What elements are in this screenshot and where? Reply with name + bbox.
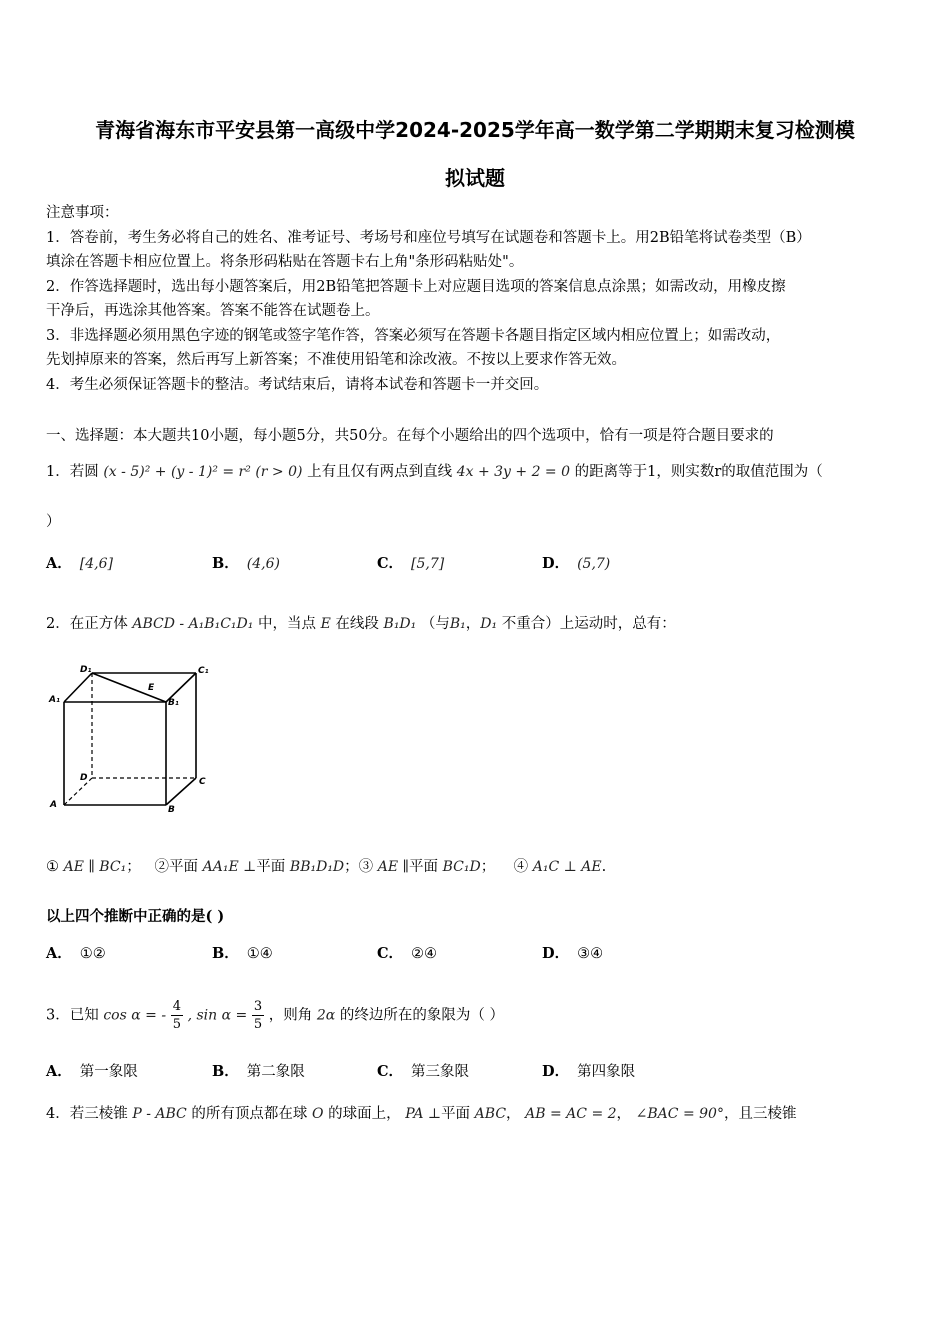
- q4-pyramid: P - ABC: [132, 1106, 187, 1122]
- q2-text-2: 在线段: [335, 616, 379, 632]
- q2-point-e: E: [320, 616, 331, 632]
- q2-statements: [46, 857, 906, 877]
- option-label: D．: [542, 945, 570, 962]
- q3-sin-fraction: [252, 998, 264, 1033]
- option-value: ①④: [246, 946, 273, 962]
- edge-a1-d1: [64, 673, 92, 702]
- statement-1-number: ①: [46, 859, 59, 875]
- q2-option-d: [542, 942, 603, 963]
- statement-2-plane-a: AA₁E ⊥: [202, 859, 257, 875]
- statement-2-plane-b: BB₁D₁D: [289, 859, 345, 875]
- option-label: C．: [377, 1063, 404, 1080]
- q1-option-d: [542, 552, 610, 573]
- q4-comma-2: ，: [616, 1106, 632, 1122]
- option-value: 第二象限: [246, 1064, 305, 1080]
- label-c: C: [199, 777, 206, 787]
- statement-4-number: ④: [513, 859, 529, 875]
- q3-option-d: [542, 1060, 635, 1081]
- page-title-line2: 拟试题: [445, 166, 505, 190]
- note-line-5: 3．非选择题必须用黑色字迹的钢笔或签字笔作答，答案必须写在答题卡各题目指定区域内相应位置上；如需改动，: [46, 328, 781, 344]
- q3-text-1: ，则角: [268, 1007, 313, 1024]
- note-line-6: 先划掉原来的答案，然后再写上新答案；不准使用铅笔和涂改液。不按以上要求作答无效。: [46, 352, 626, 368]
- q3-cos: cos α = -: [103, 1007, 167, 1024]
- option-label: B．: [212, 555, 239, 572]
- question-4: [46, 1104, 906, 1124]
- option-label: A．: [46, 555, 72, 572]
- q2-option-b: [212, 942, 273, 963]
- option-value: (5,7): [577, 556, 611, 572]
- label-d: D: [80, 773, 88, 783]
- label-c1: C₁: [198, 666, 209, 676]
- q3-option-b: [212, 1060, 305, 1081]
- q2-d1: D₁: [480, 616, 498, 632]
- q2-segment: B₁D₁: [383, 616, 417, 632]
- q1-line-equation: 4x + 3y + 2 = 0: [456, 464, 571, 480]
- fraction-numerator: 3: [253, 999, 263, 1014]
- q2-number: 2．在正方体: [46, 616, 128, 632]
- statement-3-plane: BC₁D: [442, 859, 481, 875]
- q2-comma: ，: [465, 616, 481, 632]
- statement-1: AE ∥ BC₁: [63, 859, 127, 875]
- q4-plane-abc: ABC: [474, 1106, 507, 1122]
- q2-b1: B₁: [449, 616, 466, 632]
- label-e: E: [148, 683, 155, 693]
- q3-option-c: [377, 1060, 469, 1081]
- q4-text-2: 的球面上，: [328, 1106, 401, 1122]
- q4-sphere-o: O: [311, 1106, 324, 1122]
- option-value: ②④: [411, 946, 438, 962]
- q4-text-1: 的所有顶点都在球: [191, 1106, 308, 1122]
- edge-a-d: [64, 778, 92, 805]
- statement-2-mid: 平面: [256, 859, 286, 875]
- option-label: A．: [46, 945, 72, 962]
- q3-option-a: [46, 1060, 138, 1081]
- label-d1: D₁: [80, 665, 92, 675]
- label-b1: B₁: [168, 698, 179, 708]
- q2-text-4: 不重合）上运动时，总有：: [501, 616, 676, 632]
- label-a1: A₁: [49, 695, 60, 705]
- q1-number: 1．若圆: [46, 464, 99, 480]
- option-value: 第三象限: [411, 1064, 470, 1080]
- q4-comma-1: ，: [506, 1106, 521, 1122]
- q1-option-a: [46, 552, 113, 573]
- option-label: C．: [377, 945, 404, 962]
- q2-text-1: 中，当点: [257, 616, 316, 632]
- q2-option-a: [46, 942, 106, 963]
- note-line-2: 填涂在答题卡相应位置上。将条形码粘贴在答题卡右上角"条形码粘贴处"。: [46, 254, 524, 270]
- statement-3-mid: 平面: [409, 859, 439, 875]
- q1-option-b: [212, 552, 280, 573]
- option-value: [5,7]: [411, 556, 445, 572]
- statement-3-number: ；③: [344, 859, 374, 875]
- label-a: A: [50, 800, 57, 810]
- cube-figure: [44, 660, 224, 820]
- label-b: B: [168, 805, 175, 815]
- q3-number: 3．已知: [46, 1007, 99, 1024]
- q1-text-mid: 上有且仅有两点到直线: [307, 464, 453, 480]
- question-3: [46, 998, 906, 1033]
- option-label: D．: [542, 1063, 570, 1080]
- q1-close-paren: ）: [46, 514, 61, 530]
- note-line-1: 1．答卷前，考生务必将自己的姓名、准考证号、考场号和座位号填写在试题卷和答题卡上。用2B铅笔将试卷类型（B）: [46, 230, 811, 246]
- option-value: [4,6]: [79, 556, 113, 572]
- option-value: 第四象限: [577, 1064, 636, 1080]
- q3-cos-fraction: [171, 998, 183, 1033]
- option-label: C．: [377, 555, 404, 572]
- option-value: ①②: [79, 946, 106, 962]
- question-2: [46, 614, 906, 634]
- q2-option-c: [377, 942, 437, 963]
- fraction-denominator: 5: [172, 1017, 181, 1032]
- statement-2-number: ②平面: [154, 859, 199, 875]
- statement-sep: ；: [126, 859, 141, 875]
- section-heading: 一、选择题：本大题共10小题，每小题5分，共50分。在每个小题给出的四个选项中，恰有一项是符合题目要求的: [46, 428, 774, 444]
- q2-question: 以上四个推断中正确的是( ): [46, 908, 225, 925]
- q1-circle-equation: (x - 5)² + (y - 1)² = r² (r > 0): [103, 464, 303, 480]
- fraction-numerator: 4: [172, 999, 181, 1014]
- q3-angle: 2α: [316, 1007, 336, 1024]
- q1-text-tail: 的距离等于1，则实数r的取值范围为（: [574, 464, 823, 480]
- q3-sin: , sin α =: [187, 1007, 248, 1024]
- question-1: [46, 462, 906, 482]
- fraction-denominator: 5: [253, 1017, 263, 1032]
- segment-d1-b1: [92, 673, 166, 702]
- q4-pa-perp: PA ⊥: [405, 1106, 442, 1122]
- q4-lengths: AB = AC = 2: [525, 1106, 617, 1122]
- option-value: 第一象限: [79, 1064, 138, 1080]
- note-line-7: 4．考生必须保证答题卡的整洁。考试结束后，请将本试卷和答题卡一并交回。: [46, 377, 549, 393]
- q4-text-4: ，且三棱锥: [723, 1106, 797, 1122]
- statement-3: AE ∥: [377, 859, 410, 875]
- option-value: (4,6): [246, 556, 280, 572]
- note-line-3: 2．作答选择题时，选出每小题答案后，用2B铅笔把答题卡上对应题目选项的答案信息点涂黑；如需改动，用橡皮擦: [46, 279, 786, 295]
- page-title-line1: 青海省海东市平安县第一高级中学2024-2025学年高一数学第二学期期末复习检测模: [95, 118, 855, 142]
- option-label: B．: [212, 1063, 239, 1080]
- option-label: A．: [46, 1063, 72, 1080]
- statement-4-end: .: [601, 859, 607, 875]
- q1-option-c: [377, 552, 444, 573]
- option-value: ③④: [577, 946, 604, 962]
- q4-number: 4．若三棱锥: [46, 1106, 128, 1122]
- q4-text-3: 平面: [441, 1106, 471, 1122]
- edge-b-c: [166, 778, 196, 805]
- statement-4: A₁C ⊥ AE: [532, 859, 602, 875]
- notes-heading: 注意事项：: [46, 205, 119, 221]
- q4-angle: ∠BAC = 90°: [635, 1106, 724, 1122]
- note-line-4: 干净后，再选涂其他答案。答案不能答在试题卷上。: [46, 303, 380, 319]
- q3-text-2: 的终边所在的象限为（ ）: [339, 1007, 504, 1024]
- statement-sep: ；: [480, 859, 496, 875]
- option-label: B．: [212, 945, 239, 962]
- option-label: D．: [542, 555, 570, 572]
- q2-cube-name: ABCD - A₁B₁C₁D₁: [132, 616, 254, 632]
- q2-text-3: （与: [420, 616, 450, 632]
